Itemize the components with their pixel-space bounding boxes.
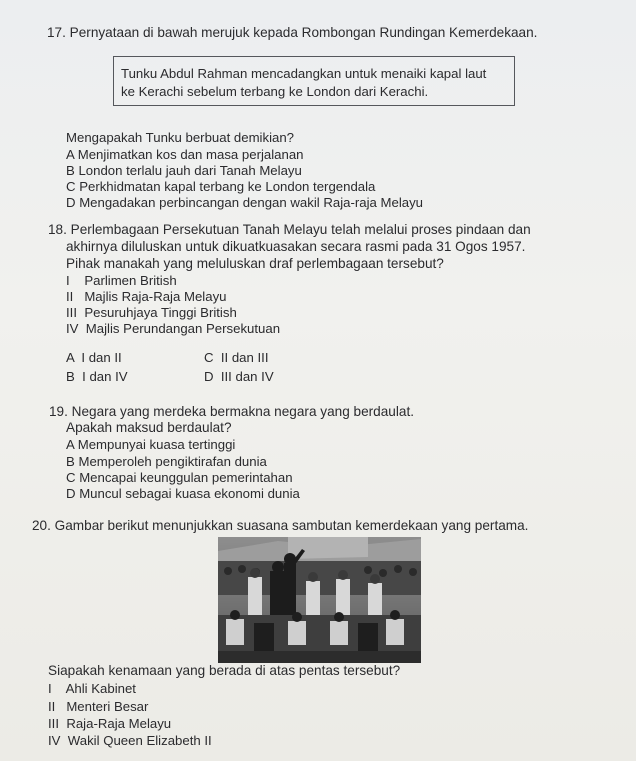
- q18-question: Pihak manakah yang meluluskan draf perlembagaan tersebut?: [66, 256, 444, 271]
- q18-stem-line: akhirnya diluluskan untuk dikuatkuasakan secara rasmi pada 31 Ogos 1957.: [66, 239, 526, 254]
- q18-option-c[interactable]: C II dan III: [204, 350, 269, 365]
- ceremony-photo-illustration: [218, 537, 421, 663]
- q19-question: Apakah maksud berdaulat?: [66, 420, 232, 435]
- q18-statement: III Pesuruhjaya Tinggi British: [66, 305, 237, 320]
- q18-statement: II Majlis Raja-Raja Melayu: [66, 289, 227, 304]
- q17-option-c[interactable]: C Perkhidmatan kapal terbang ke London tergendala: [66, 179, 376, 194]
- q17-statement-box: [113, 56, 515, 106]
- q17-option-a[interactable]: A Menjimatkan kos dan masa perjalanan: [66, 147, 304, 162]
- q20-question: Siapakah kenamaan yang berada di atas pentas tersebut?: [48, 663, 401, 678]
- q20-statement: I Ahli Kabinet: [48, 681, 136, 696]
- q20-stem: 20. Gambar berikut menunjukkan suasana sambutan kemerdekaan yang pertama.: [32, 518, 529, 533]
- q19-stem: 19. Negara yang merdeka bermakna negara yang berdaulat.: [49, 404, 415, 419]
- q19-option-c[interactable]: C Mencapai keunggulan pemerintahan: [66, 470, 293, 485]
- q18-option-d[interactable]: D III dan IV: [204, 369, 274, 384]
- q18-statement: I Parlimen British: [66, 273, 177, 288]
- q20-statement: III Raja-Raja Melayu: [48, 716, 172, 731]
- q17-question: Mengapakah Tunku berbuat demikian?: [66, 130, 295, 145]
- q18-stem-line: 18. Perlembagaan Persekutuan Tanah Melayu telah melalui proses pindaan dan: [48, 222, 531, 237]
- q17-option-d[interactable]: D Mengadakan perbincangan dengan wakil Raja-raja Melayu: [66, 195, 424, 210]
- q20-statement: II Menteri Besar: [48, 699, 149, 714]
- independence-ceremony-photo: [218, 537, 421, 663]
- q19-option-a[interactable]: A Mempunyai kuasa tertinggi: [66, 437, 236, 452]
- q17-option-b[interactable]: B London terlalu jauh dari Tanah Melayu: [66, 163, 302, 178]
- q17-box-line: ke Kerachi sebelum terbang ke London dari Kerachi.: [121, 84, 429, 99]
- q18-option-b[interactable]: B I dan IV: [66, 369, 128, 384]
- q18-statement: IV Majlis Perundangan Persekutuan: [66, 321, 281, 336]
- q20-statement: IV Wakil Queen Elizabeth II: [48, 733, 212, 748]
- q18-option-a[interactable]: A I dan II: [66, 350, 122, 365]
- q17-stem: 17. Pernyataan di bawah merujuk kepada Rombongan Rundingan Kemerdekaan.: [47, 25, 538, 40]
- q19-option-d[interactable]: D Muncul sebagai kuasa ekonomi dunia: [66, 486, 300, 501]
- q17-box-line: Tunku Abdul Rahman mencadangkan untuk menaiki kapal laut: [121, 66, 487, 81]
- q19-option-b[interactable]: B Memperoleh pengiktirafan dunia: [66, 454, 267, 469]
